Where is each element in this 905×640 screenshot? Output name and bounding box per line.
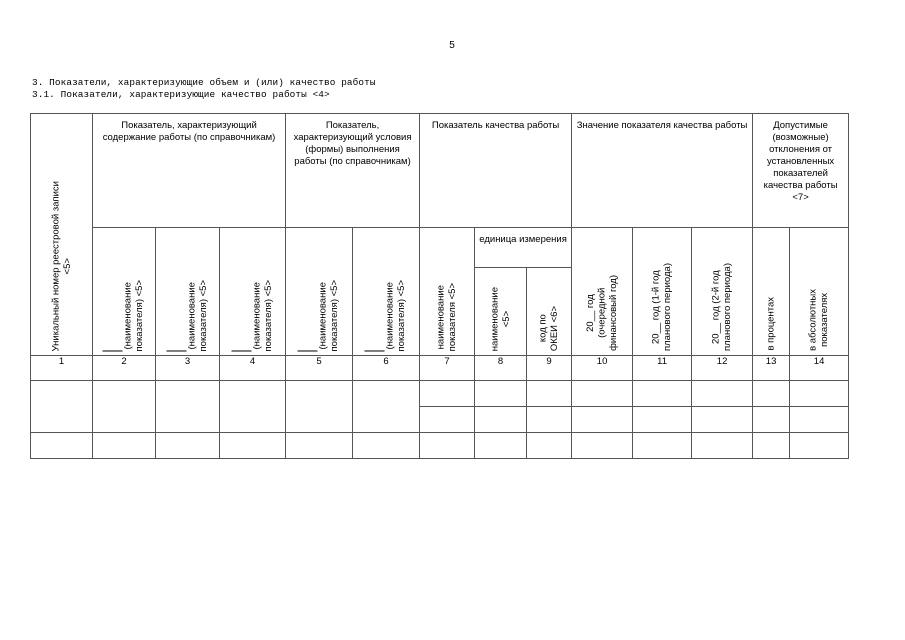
column-number: 7 [420,356,475,381]
empty-cell[interactable] [692,407,753,433]
column-number: 11 [633,356,692,381]
indicator-name-label: (наименование показателя) <5> [103,280,146,351]
quality-indicators-table [30,113,849,459]
header-indicator-name-5 [353,228,420,356]
header-indicator-name-2 [156,228,220,356]
header-unit-code [527,268,572,356]
unit-name-label: наименование <5> [489,286,512,351]
empty-cell[interactable] [790,381,849,407]
empty-cell[interactable] [633,381,692,407]
empty-cell[interactable] [420,407,475,433]
empty-cell[interactable] [156,381,220,433]
column-number-row [31,356,849,381]
subsection-heading: 3.1. Показатели, характеризующие качество работы <4> [32,89,330,100]
empty-cell[interactable] [633,407,692,433]
table-row [31,433,849,459]
quality-name-label: наименование показателя <5> [435,282,459,351]
empty-cell[interactable] [420,381,475,407]
indicator-name-label: (наименование показателя) <5> [298,280,341,351]
header-registry-number [31,114,93,356]
absolute-label: в абсолютных показателях [807,289,831,351]
column-number: 14 [790,356,849,381]
column-number: 4 [220,356,286,381]
header-allowed-deviations: Допустимые (возможные) отклонения от установленных показателей качества работы <7> [753,114,849,228]
empty-cell[interactable] [220,433,286,459]
indicator-name-label: (наименование показателя) <5> [231,280,274,351]
header-quality-indicator-name [420,228,475,356]
column-number: 2 [93,356,156,381]
header-quality-indicator: Показатель качества работы [420,114,572,228]
header-year-current [572,228,633,356]
column-number: 5 [286,356,353,381]
column-number: 10 [572,356,633,381]
empty-cell[interactable] [527,407,572,433]
empty-cell[interactable] [286,381,353,433]
header-indicator-name-1 [93,228,156,356]
empty-cell[interactable] [753,381,790,407]
header-indicator-value: Значение показателя качества работы [572,114,753,228]
empty-cell[interactable] [475,433,527,459]
empty-cell[interactable] [220,381,286,433]
empty-cell[interactable] [790,407,849,433]
header-unit-name [475,268,527,356]
empty-cell[interactable] [572,407,633,433]
registry-number-label: Уникальный номер реестровой записи <5> [50,180,73,351]
column-number: 9 [527,356,572,381]
empty-cell[interactable] [692,381,753,407]
percent-label: в процентах [765,297,777,351]
empty-cell[interactable] [753,407,790,433]
header-unit-of-measure: единица измерения [475,228,572,268]
empty-cell[interactable] [572,433,633,459]
empty-cell[interactable] [353,381,420,433]
page-number: 5 [449,40,455,51]
section-heading: 3. Показатели, характеризующие объем и (или) качество работы [32,77,376,88]
empty-cell[interactable] [31,433,93,459]
empty-cell[interactable] [31,381,93,433]
column-number: 8 [475,356,527,381]
empty-cell[interactable] [527,433,572,459]
empty-cell[interactable] [753,433,790,459]
indicator-name-label: (наименование показателя) <5> [365,280,408,351]
empty-cell[interactable] [572,381,633,407]
header-year-plan-1 [633,228,692,356]
empty-cell[interactable] [633,433,692,459]
year-plan2-label: 20__ год (2-й год планового периода) [710,263,734,351]
empty-cell[interactable] [692,433,753,459]
column-number: 6 [353,356,420,381]
column-number: 1 [31,356,93,381]
year-current-label: 20__ год (очередной финансовый год) [584,275,619,351]
year-plan1-label: 20__ год (1-й год планового периода) [650,263,674,351]
empty-cell[interactable] [527,381,572,407]
header-conditions-indicator: Показатель, характеризующий условия (формы) выполнения работы (по справочникам) [286,114,420,228]
empty-cell[interactable] [93,433,156,459]
empty-cell[interactable] [286,433,353,459]
header-indicator-name-4 [286,228,353,356]
column-number: 3 [156,356,220,381]
empty-cell[interactable] [93,381,156,433]
empty-cell[interactable] [420,433,475,459]
header-content-indicator: Показатель, характеризующий содержание работы (по справочникам) [93,114,286,228]
column-number: 12 [692,356,753,381]
indicator-name-label: (наименование показателя) <5> [166,280,209,351]
empty-cell[interactable] [156,433,220,459]
unit-code-label: код по ОКЕИ <6> [537,305,561,351]
empty-cell[interactable] [790,433,849,459]
header-indicator-name-3 [220,228,286,356]
header-absolute [790,228,849,356]
column-number: 13 [753,356,790,381]
empty-cell[interactable] [353,433,420,459]
table-row [31,381,849,407]
empty-cell[interactable] [475,381,527,407]
header-year-plan-2 [692,228,753,356]
header-percent [753,228,790,356]
empty-cell[interactable] [475,407,527,433]
